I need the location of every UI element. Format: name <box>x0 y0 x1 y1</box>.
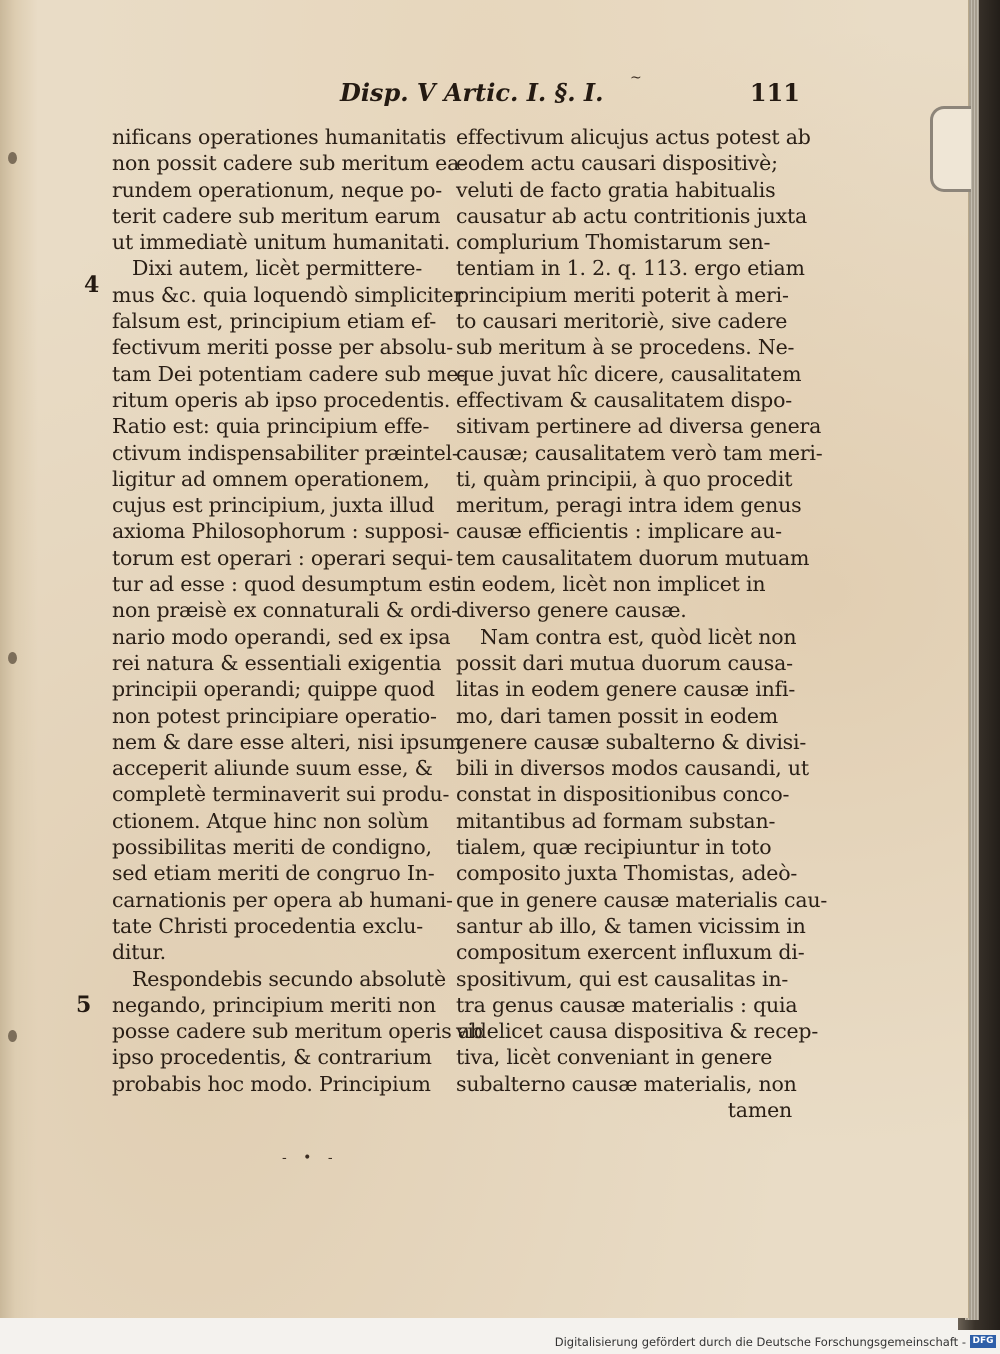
page-gutter <box>0 0 38 1318</box>
text-line: cujus est principium, juxta illud <box>112 493 435 518</box>
text-line: acceperit aliunde suum esse, & <box>112 756 433 781</box>
text-line: to causari meritoriè, sive cadere <box>456 309 788 334</box>
text-line: litas in eodem genere causæ infi- <box>456 677 796 702</box>
text-line: carnationis per opera ab humani- <box>112 887 453 912</box>
running-head: Disp. V Artic. I. §. I. <box>340 78 604 107</box>
right-column <box>456 124 828 1123</box>
text-line: Nam contra est, quòd licèt non <box>480 624 797 649</box>
text-line: veluti de facto gratia habitualis <box>456 177 776 202</box>
text-line: negando, principium meriti non <box>112 992 436 1017</box>
text-line: mo, dari tamen possit in eodem <box>456 703 779 728</box>
bottom-marks: - • - <box>282 1150 339 1166</box>
text-line: sitivam pertinere ad diversa genera <box>456 414 822 439</box>
text-line: probabis hoc modo. Principium <box>112 1071 431 1096</box>
text-line: sub meritum à se procedens. Ne- <box>456 335 795 360</box>
text-line: tam Dei potentiam cadere sub me- <box>112 361 465 386</box>
text-line: ctivum indispensabiliter præintel- <box>112 440 459 465</box>
text-line: genere causæ subalterno & divisi- <box>456 729 807 754</box>
text-line: principii operandi; quippe quod <box>112 677 435 702</box>
text-line: bili in diversos modos causandi, ut <box>456 756 809 781</box>
text-line: rundem operationum, neque po- <box>112 177 442 202</box>
text-line: effectivum alicujus actus potest ab <box>456 125 811 149</box>
catchword: tamen <box>727 1097 792 1122</box>
binding-hole <box>8 1030 17 1042</box>
binding-hole <box>8 652 17 664</box>
text-line: posse cadere sub meritum operis ab <box>112 1019 483 1044</box>
text-line: tate Christi procedentia exclu- <box>112 913 423 938</box>
text-line: fectivum meriti posse per absolu- <box>112 335 453 360</box>
text-line: causæ efficientis : implicare au- <box>456 519 782 544</box>
left-column <box>112 124 483 1097</box>
text-line: eodem actu causari dispositivè; <box>456 151 778 176</box>
text-line: tur ad esse : quod desumptum est <box>112 572 459 597</box>
text-line: non potest principiare operatio- <box>112 703 437 728</box>
text-line: nario modo operandi, sed ex ipsa <box>112 624 451 649</box>
ink-mark: ~ <box>630 70 648 86</box>
text-line: que juvat hîc dicere, causalitatem <box>456 361 802 386</box>
text-line: ditur. <box>112 940 166 965</box>
text-line: videlicet causa dispositiva & recep- <box>456 1019 819 1044</box>
text-line: composito juxta Thomistas, adeò- <box>456 861 798 886</box>
text-line: sed etiam meriti de congruo In- <box>112 861 435 886</box>
text-line: constat in dispositionibus conco- <box>456 782 790 807</box>
text-line: possibilitas meriti de condigno, <box>112 835 432 860</box>
page-number: 111 <box>749 78 800 107</box>
funding-credit: Digitalisierung gefördert durch die Deutsche Forschungsgemeinschaft - <box>554 1335 966 1349</box>
text-line: ligitur ad omnem operationem, <box>112 466 430 491</box>
text-line: santur ab illo, & tamen vicissim in <box>456 913 806 938</box>
text-line: ipso procedentis, & contrarium <box>112 1045 432 1070</box>
text-line: tentiam in 1. 2. q. 113. ergo etiam <box>456 256 805 281</box>
text-line: tra genus causæ materialis : quia <box>456 992 798 1017</box>
text-line: possit dari mutua duorum causa- <box>456 650 793 675</box>
text-line: nem & dare esse alteri, nisi ipsum <box>112 729 462 754</box>
text-line: ti, quàm principii, à quo procedit <box>456 466 793 491</box>
dfg-logo: DFG <box>970 1335 996 1348</box>
text-line: rei natura & essentiali exigentia <box>112 650 442 675</box>
text-line: diverso genere causæ. <box>456 598 687 623</box>
text-line: axioma Philosophorum : supposi- <box>112 519 450 544</box>
margin-number: 4 <box>84 272 100 298</box>
text-line: compositum exercent influxum di- <box>456 940 805 965</box>
page-tab <box>930 106 971 192</box>
text-line: ctionem. Atque hinc non solùm <box>112 808 429 833</box>
text-line: principium meriti poterit à meri- <box>456 282 789 307</box>
text-line: spositivum, qui est causalitas in- <box>456 966 789 991</box>
page-header <box>330 70 800 116</box>
text-line: que in genere causæ materialis cau- <box>456 887 828 912</box>
text-line: mitantibus ad formam substan- <box>456 808 776 833</box>
text-line: Dixi autem, licèt permittere- <box>132 256 423 281</box>
margin-number: 5 <box>76 992 92 1018</box>
text-line: causæ; causalitatem verò tam meri- <box>456 440 823 465</box>
text-line: torum est operari : operari sequi- <box>112 545 454 570</box>
text-line: meritum, peragi intra idem genus <box>456 493 802 518</box>
text-line: causatur ab actu contritionis juxta <box>456 203 808 228</box>
text-line: falsum est, principium etiam ef- <box>112 309 437 334</box>
text-line: effectivam & causalitatem dispo- <box>456 387 792 412</box>
text-line: Ratio est: quia principium effe- <box>112 414 430 439</box>
digitization-footer <box>0 1330 1000 1354</box>
text-line: Respondebis secundo absolutè <box>132 966 446 991</box>
text-line: ritum operis ab ipso procedentis. <box>112 387 451 412</box>
text-line: completè terminaverit sui produ- <box>112 782 450 807</box>
text-line: tem causalitatem duorum mutuam <box>456 545 810 570</box>
text-line: terit cadere sub meritum earum <box>112 203 441 228</box>
text-line: complurium Thomistarum sen- <box>456 230 771 255</box>
binding-hole <box>8 152 17 164</box>
text-line: mus &c. quia loquendò simpliciter <box>112 282 463 307</box>
text-line: tiva, licèt conveniant in genere <box>456 1045 773 1070</box>
text-line: nificans operationes humanitatis <box>112 125 447 149</box>
text-line: non præisè ex connaturali & ordi- <box>112 598 458 623</box>
text-line: non possit cadere sub meritum ea- <box>112 151 466 176</box>
text-line: tialem, quæ recipiuntur in toto <box>456 835 772 860</box>
text-line: in eodem, licèt non implicet in <box>456 572 766 597</box>
text-line: ut immediatè unitum humanitati. <box>112 230 451 255</box>
text-line: subalterno causæ materialis, non <box>456 1071 797 1096</box>
